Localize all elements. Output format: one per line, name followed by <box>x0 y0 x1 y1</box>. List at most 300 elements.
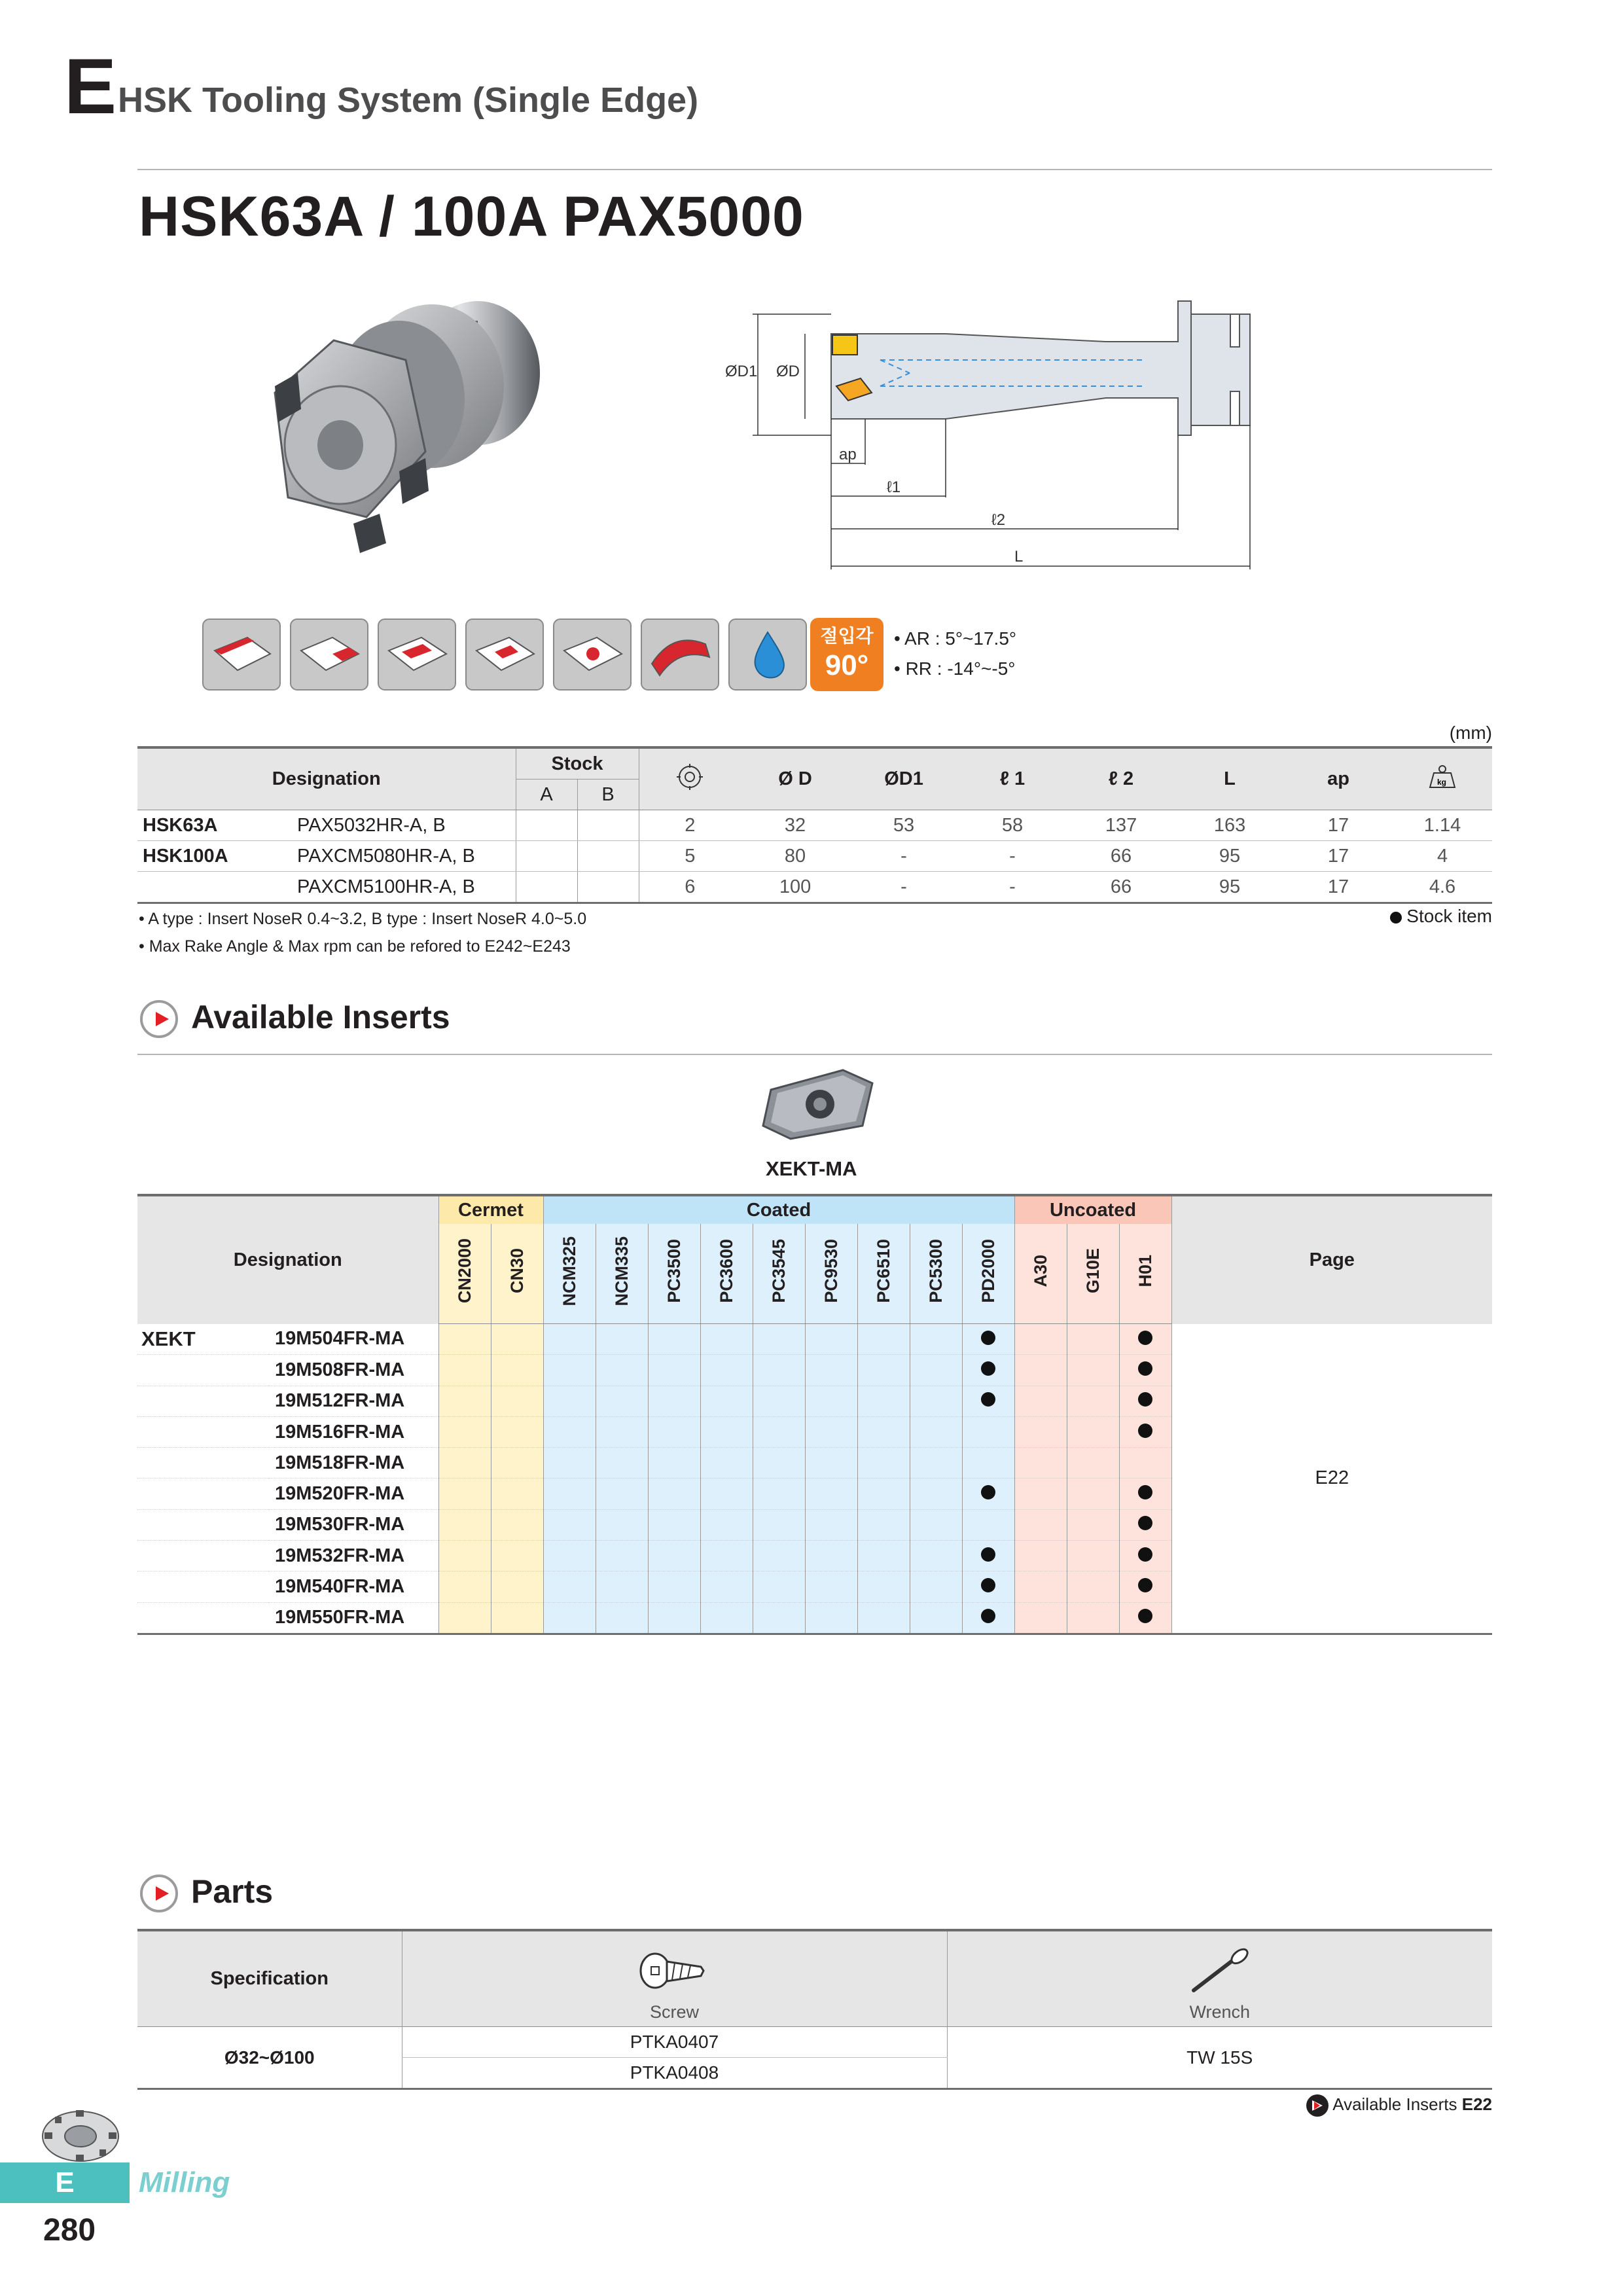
l2-label: ℓ2 <box>991 511 1006 529</box>
grade-label: A30 <box>1030 1255 1050 1287</box>
grade-cell <box>805 1602 857 1634</box>
grade-header <box>753 1224 805 1324</box>
grade-cell <box>1119 1324 1171 1355</box>
inserts-table-container <box>137 1194 1492 1635</box>
milling-cutter-thumbnail-icon <box>39 2108 122 2162</box>
grade-cell <box>857 1324 910 1355</box>
approach-angle-badge <box>810 618 883 691</box>
stock-b-cell <box>577 872 639 903</box>
diameter-header: Ø D <box>741 747 849 810</box>
grade-header <box>1119 1224 1171 1324</box>
grade-cell <box>857 1479 910 1509</box>
grade-cell <box>962 1602 1014 1634</box>
grade-cell <box>543 1479 596 1509</box>
grade-cell <box>438 1355 491 1386</box>
availability-dot-icon <box>981 1578 995 1592</box>
insert-photo <box>758 1064 876 1142</box>
grade-cell <box>805 1448 857 1479</box>
grade-cell <box>1067 1509 1119 1540</box>
grade-cell <box>1014 1509 1067 1540</box>
grade-cell <box>543 1509 596 1540</box>
spec-table <box>137 746 1492 904</box>
length-header: L <box>1175 747 1284 810</box>
grade-cell <box>648 1479 700 1509</box>
grade-cell <box>543 1416 596 1447</box>
availability-dot-icon <box>1138 1392 1152 1407</box>
grade-cell <box>910 1541 962 1571</box>
availability-dot-icon <box>1138 1609 1152 1623</box>
insert-series <box>137 1571 268 1602</box>
grade-cell <box>962 1541 1014 1571</box>
weight-icon <box>1425 764 1460 790</box>
grade-cell <box>648 1602 700 1634</box>
availability-dot-icon <box>981 1485 995 1499</box>
section-arrow-icon <box>140 1874 178 1912</box>
inserts-divider <box>137 1054 1492 1055</box>
grade-cell <box>491 1571 543 1602</box>
grade-cell <box>805 1509 857 1540</box>
grade-cell <box>1119 1479 1171 1509</box>
grade-cell <box>857 1386 910 1416</box>
screw-part-number: PTKA0408 <box>402 2058 947 2089</box>
grade-cell <box>1014 1386 1067 1416</box>
grade-cell <box>596 1448 648 1479</box>
grade-cell <box>596 1324 648 1355</box>
section-tab: E <box>0 2162 130 2203</box>
parts-table <box>137 1929 1492 2090</box>
grade-header <box>910 1224 962 1324</box>
l1-label: ℓ1 <box>887 478 901 496</box>
od1-label: ØD1 <box>725 363 758 380</box>
page-number: 280 <box>43 2213 96 2248</box>
grade-cell <box>491 1416 543 1447</box>
grade-cell <box>1119 1602 1171 1634</box>
teeth-cell: 2 <box>639 810 741 841</box>
grade-cell <box>1067 1541 1119 1571</box>
grade-cell <box>543 1324 596 1355</box>
grade-label: PC3600 <box>716 1239 736 1303</box>
grade-cell <box>910 1448 962 1479</box>
weight-cell: 4.6 <box>1393 872 1492 903</box>
grade-cell <box>857 1541 910 1571</box>
grade-cell <box>805 1416 857 1447</box>
insert-row <box>137 1324 1492 1355</box>
grade-cell <box>805 1541 857 1571</box>
grade-cell <box>491 1386 543 1416</box>
designation-cell: PAX5032HR-A, B <box>288 810 516 841</box>
availability-dot-icon <box>981 1609 995 1623</box>
grade-header <box>596 1224 648 1324</box>
availability-dot-icon <box>1138 1424 1152 1438</box>
page-reference: E22 <box>1171 1324 1492 1634</box>
availability-dot-icon <box>981 1331 995 1345</box>
grade-cell <box>700 1386 753 1416</box>
stock-item-legend <box>1390 906 1492 927</box>
section-arrow-icon <box>140 1000 178 1038</box>
screw-label: Screw <box>649 2002 699 2022</box>
insert-designation: 19M516FR-MA <box>268 1416 438 1447</box>
grade-cell <box>1014 1571 1067 1602</box>
grade-cell <box>438 1509 491 1540</box>
grade-cell <box>596 1479 648 1509</box>
grade-cell <box>857 1602 910 1634</box>
grade-cell <box>753 1541 805 1571</box>
grade-cell <box>910 1416 962 1447</box>
grade-cell <box>491 1541 543 1571</box>
grade-label: PC5300 <box>925 1239 946 1303</box>
l1-cell: - <box>958 872 1067 903</box>
availability-dot-icon <box>1138 1485 1152 1499</box>
grade-header <box>438 1224 491 1324</box>
availability-dot-icon <box>981 1361 995 1376</box>
designation-cell: PAXCM5100HR-A, B <box>288 872 516 903</box>
inserts-table <box>137 1194 1492 1635</box>
approach-angle-value: 90° <box>825 649 869 681</box>
grade-cell <box>438 1602 491 1634</box>
grade-cell <box>1014 1324 1067 1355</box>
stock-a-cell <box>516 841 577 872</box>
grade-cell <box>910 1355 962 1386</box>
grade-cell <box>753 1509 805 1540</box>
grade-cell <box>491 1448 543 1479</box>
wrench-header <box>947 1930 1492 2027</box>
grade-cell <box>438 1571 491 1602</box>
grade-cell <box>438 1448 491 1479</box>
grade-cell <box>1067 1416 1119 1447</box>
spec-row <box>137 841 1492 872</box>
section-letter: E <box>64 43 116 130</box>
grade-cell <box>1014 1416 1067 1447</box>
stock-b-cell <box>577 810 639 841</box>
grade-cell <box>596 1416 648 1447</box>
available-inserts-link[interactable] <box>1306 2094 1492 2117</box>
approach-angle-caption: 절입각 <box>820 625 874 647</box>
grade-cell <box>753 1479 805 1509</box>
grade-cell <box>962 1355 1014 1386</box>
stock-a-header: A <box>516 780 577 810</box>
grade-header <box>1067 1224 1119 1324</box>
grade-cell <box>857 1509 910 1540</box>
parts-heading: Parts <box>191 1873 274 1910</box>
available-inserts-link-label: Available Inserts <box>1332 2094 1457 2114</box>
grade-cell <box>438 1416 491 1447</box>
svg-text:kg: kg <box>1437 777 1447 787</box>
holder-group <box>137 872 288 903</box>
diameter-cell: 100 <box>741 872 849 903</box>
grade-label: H01 <box>1135 1255 1155 1287</box>
ap-cell: 17 <box>1284 810 1393 841</box>
od-label: ØD <box>776 363 800 380</box>
grade-cell <box>491 1509 543 1540</box>
grade-header <box>700 1224 753 1324</box>
weight-cell: 1.14 <box>1393 810 1492 841</box>
uncoated-group-header: Uncoated <box>1014 1195 1171 1224</box>
holder-group: HSK100A <box>137 841 288 872</box>
grade-cell <box>648 1509 700 1540</box>
grade-cell <box>857 1355 910 1386</box>
tool-holder-photo <box>236 281 576 589</box>
grade-cell <box>962 1571 1014 1602</box>
screw-icon <box>635 1945 714 1997</box>
grade-cell <box>700 1509 753 1540</box>
grade-cell <box>910 1479 962 1509</box>
availability-dot-icon <box>1138 1361 1152 1376</box>
insert-series <box>137 1479 268 1509</box>
arrow-circle-icon <box>1306 2094 1329 2117</box>
designation-cell: PAXCM5080HR-A, B <box>288 841 516 872</box>
section-title: HSK Tooling System (Single Edge) <box>118 81 699 120</box>
grade-label: PD2000 <box>978 1239 998 1303</box>
spec-row <box>137 810 1492 841</box>
grade-cell <box>910 1509 962 1540</box>
grade-label: PC3545 <box>768 1239 789 1303</box>
length-cell: 95 <box>1175 872 1284 903</box>
grade-cell <box>753 1602 805 1634</box>
radial-rake-angle: • RR : -14°~-5° <box>894 658 1016 679</box>
grade-cell <box>857 1571 910 1602</box>
grade-cell <box>491 1479 543 1509</box>
grade-cell <box>753 1416 805 1447</box>
insert-series <box>137 1386 268 1416</box>
insert-series <box>137 1541 268 1571</box>
insert-type-note: • A type : Insert NoseR 0.4~3.2, B type : Insert NoseR 4.0~5.0 <box>139 910 587 928</box>
grade-cell <box>648 1355 700 1386</box>
grade-cell <box>753 1571 805 1602</box>
grade-cell <box>805 1355 857 1386</box>
insert-series <box>137 1355 268 1386</box>
length-cell: 163 <box>1175 810 1284 841</box>
l1-cell: - <box>958 841 1067 872</box>
axial-rake-angle: • AR : 5°~17.5° <box>894 628 1017 649</box>
insert-designation: 19M508FR-MA <box>268 1355 438 1386</box>
grade-label: NCM335 <box>611 1236 632 1306</box>
grade-cell <box>1119 1448 1171 1479</box>
insert-designation: 19M550FR-MA <box>268 1602 438 1634</box>
stock-item-label: Stock item <box>1406 906 1492 926</box>
parts-table-container <box>137 1929 1492 2090</box>
grade-cell <box>648 1416 700 1447</box>
l2-cell: 66 <box>1067 872 1175 903</box>
grade-cell <box>596 1509 648 1540</box>
grade-header <box>962 1224 1014 1324</box>
stock-b-cell <box>577 841 639 872</box>
spec-table-container <box>137 746 1492 904</box>
availability-dot-icon <box>1138 1516 1152 1530</box>
grade-cell <box>805 1386 857 1416</box>
insert-series: XEKT <box>137 1324 268 1355</box>
insert-designation: 19M504FR-MA <box>268 1324 438 1355</box>
insert-series <box>137 1416 268 1447</box>
grade-cell <box>596 1355 648 1386</box>
weight-cell: 4 <box>1393 841 1492 872</box>
grade-header <box>491 1224 543 1324</box>
grade-cell <box>543 1541 596 1571</box>
availability-dot-icon <box>1138 1547 1152 1562</box>
grade-cell <box>1119 1386 1171 1416</box>
grade-cell <box>1067 1571 1119 1602</box>
l2-cell: 66 <box>1067 841 1175 872</box>
l2-header: ℓ 2 <box>1067 747 1175 810</box>
grade-cell <box>596 1571 648 1602</box>
screw-header <box>402 1930 947 2027</box>
l1-cell: 58 <box>958 810 1067 841</box>
availability-dot-icon <box>981 1392 995 1407</box>
availability-dot-icon <box>981 1547 995 1562</box>
stock-a-cell <box>516 810 577 841</box>
grade-cell <box>910 1324 962 1355</box>
grade-cell <box>491 1355 543 1386</box>
weight-header <box>1393 747 1492 810</box>
grade-cell <box>753 1324 805 1355</box>
l2-cell: 137 <box>1067 810 1175 841</box>
grade-cell <box>700 1324 753 1355</box>
grade-cell <box>596 1386 648 1416</box>
grade-cell <box>910 1571 962 1602</box>
grade-header <box>648 1224 700 1324</box>
grade-cell <box>1067 1324 1119 1355</box>
grade-cell <box>543 1571 596 1602</box>
grade-label: NCM325 <box>559 1236 579 1306</box>
grade-cell <box>753 1355 805 1386</box>
dimension-drawing <box>720 288 1322 576</box>
grade-cell <box>1119 1541 1171 1571</box>
grade-cell <box>805 1324 857 1355</box>
grade-cell <box>753 1386 805 1416</box>
flange-diameter-cell: 53 <box>849 810 958 841</box>
grade-cell <box>910 1602 962 1634</box>
grade-cell <box>1067 1386 1119 1416</box>
insert-series <box>137 1509 268 1540</box>
insert-designation: 19M540FR-MA <box>268 1571 438 1602</box>
grade-cell <box>648 1386 700 1416</box>
grade-label: PC3500 <box>664 1239 684 1303</box>
inserts-designation-header: Designation <box>137 1195 438 1324</box>
stock-header: Stock <box>516 747 639 780</box>
length-label: L <box>1014 548 1024 565</box>
insert-designation: 19M520FR-MA <box>268 1479 438 1509</box>
grade-cell <box>543 1448 596 1479</box>
flange-diameter-cell: - <box>849 841 958 872</box>
insert-designation: 19M530FR-MA <box>268 1509 438 1540</box>
stock-b-header: B <box>577 780 639 810</box>
grade-cell <box>1014 1355 1067 1386</box>
grade-cell <box>438 1541 491 1571</box>
available-inserts-heading: Available Inserts <box>191 999 450 1035</box>
grade-cell <box>700 1602 753 1634</box>
coated-group-header: Coated <box>543 1195 1014 1224</box>
stock-a-cell <box>516 872 577 903</box>
grade-cell <box>491 1324 543 1355</box>
grade-label: CN2000 <box>454 1238 474 1304</box>
ap-cell: 17 <box>1284 841 1393 872</box>
grade-cell <box>857 1448 910 1479</box>
insert-designation: 19M532FR-MA <box>268 1541 438 1571</box>
grade-header <box>857 1224 910 1324</box>
grade-cell <box>1014 1448 1067 1479</box>
grade-cell <box>438 1386 491 1416</box>
unit-label: (mm) <box>1449 723 1492 743</box>
grade-cell <box>700 1571 753 1602</box>
ap-cell: 17 <box>1284 872 1393 903</box>
grade-cell <box>596 1602 648 1634</box>
grade-label: PC6510 <box>873 1239 893 1303</box>
grade-cell <box>543 1386 596 1416</box>
grade-cell <box>962 1386 1014 1416</box>
rake-angle-note: • Max Rake Angle & Max rpm can be refored to E242~E243 <box>139 937 571 956</box>
length-cell: 95 <box>1175 841 1284 872</box>
grade-cell <box>648 1448 700 1479</box>
grade-cell <box>648 1571 700 1602</box>
insert-series <box>137 1448 268 1479</box>
grade-cell <box>1119 1509 1171 1540</box>
availability-dot-icon <box>1138 1331 1152 1345</box>
grade-cell <box>962 1479 1014 1509</box>
ap-header: ap <box>1284 747 1393 810</box>
diameter-cell: 80 <box>741 841 849 872</box>
insert-designation: 19M512FR-MA <box>268 1386 438 1416</box>
grade-cell <box>962 1324 1014 1355</box>
grade-cell <box>805 1479 857 1509</box>
grade-cell <box>1067 1479 1119 1509</box>
teeth-cell: 6 <box>639 872 741 903</box>
insert-designation: 19M518FR-MA <box>268 1448 438 1479</box>
grade-header <box>1014 1224 1067 1324</box>
available-inserts-link-page: E22 <box>1461 2094 1492 2114</box>
grade-cell <box>1119 1571 1171 1602</box>
grade-cell <box>962 1416 1014 1447</box>
grade-cell <box>1014 1479 1067 1509</box>
grade-cell <box>962 1448 1014 1479</box>
grade-label: CN30 <box>507 1248 527 1294</box>
flange-diameter-header: ØD1 <box>849 747 958 810</box>
designation-header: Designation <box>137 747 516 810</box>
insert-series <box>137 1602 268 1634</box>
grade-cell <box>543 1355 596 1386</box>
grade-cell <box>700 1355 753 1386</box>
grade-cell <box>648 1324 700 1355</box>
grade-cell <box>962 1509 1014 1540</box>
page-header: Page <box>1171 1195 1492 1324</box>
stock-dot-icon <box>1390 912 1402 924</box>
grade-header <box>805 1224 857 1324</box>
grade-cell <box>1067 1448 1119 1479</box>
cermet-group-header: Cermet <box>438 1195 543 1224</box>
category-label: Milling <box>139 2166 230 2198</box>
teeth-count-header <box>639 747 741 810</box>
ap-label: ap <box>839 446 857 463</box>
grade-cell <box>700 1541 753 1571</box>
insert-name: XEKT-MA <box>766 1157 857 1180</box>
availability-dot-icon <box>1138 1578 1152 1592</box>
application-icons <box>202 618 889 691</box>
header-divider <box>137 169 1492 170</box>
flange-diameter-cell: - <box>849 872 958 903</box>
grade-header <box>543 1224 596 1324</box>
grade-cell <box>438 1324 491 1355</box>
grade-cell <box>1119 1355 1171 1386</box>
spec-row <box>137 872 1492 903</box>
grade-cell <box>596 1541 648 1571</box>
grade-cell <box>543 1602 596 1634</box>
grade-cell <box>753 1448 805 1479</box>
spec-value: Ø32~Ø100 <box>137 2027 402 2089</box>
grade-cell <box>700 1479 753 1509</box>
holder-group: HSK63A <box>137 810 288 841</box>
teeth-cell: 5 <box>639 841 741 872</box>
grade-cell <box>700 1448 753 1479</box>
grade-cell <box>857 1416 910 1447</box>
wrench-icon <box>1181 1945 1259 1997</box>
